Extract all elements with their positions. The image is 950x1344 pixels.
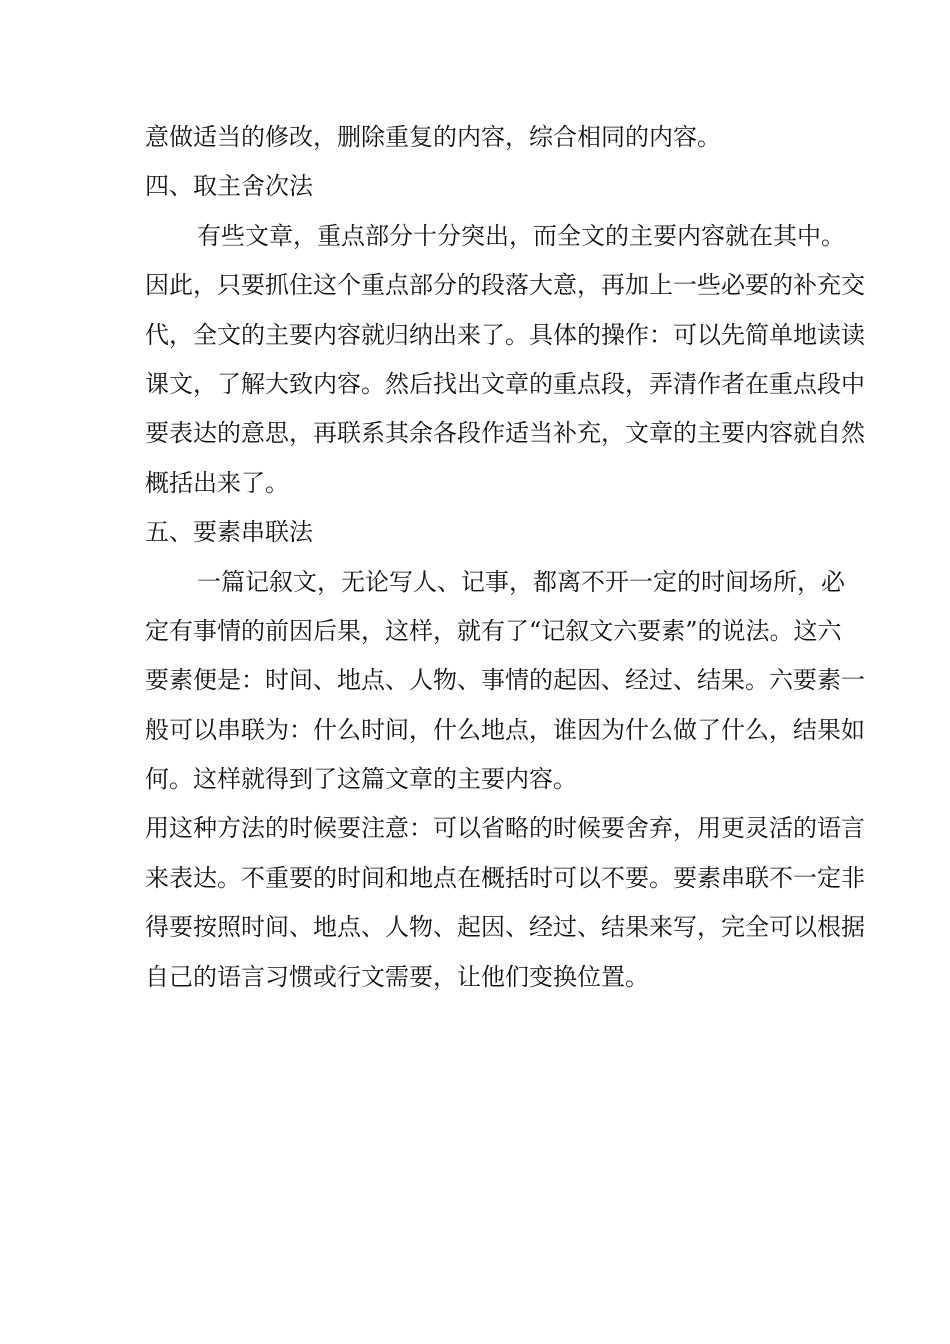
text-line: 要素便是：时间、地点、人物、事情的起因、经过、结果。六要素一 xyxy=(145,666,865,695)
text-line: 自己的语言习惯或行文需要，让他们变换位置。 xyxy=(145,962,649,991)
text-line: 何。这样就得到了这篇文章的主要内容。 xyxy=(145,765,577,794)
text-line: 用这种方法的时候要注意：可以省略的时候要舍弃，用更灵活的语言 xyxy=(145,814,865,843)
text-line: 要表达的意思，再联系其余各段作适当补充，文章的主要内容就自然 xyxy=(145,419,865,448)
text-line: 有些文章，重点部分十分突出，而全文的主要内容就在其中。 xyxy=(197,221,845,250)
text-line: 因此，只要抓住这个重点部分的段落大意，再加上一些必要的补充交 xyxy=(145,271,865,300)
section-heading-5: 五、要素串联法 xyxy=(145,518,313,547)
text-line: 代，全文的主要内容就归纳出来了。具体的操作：可以先简单地读读 xyxy=(145,320,865,349)
text-line: 来表达。不重要的时间和地点在概括时可以不要。要素串联不一定非 xyxy=(145,863,865,892)
section-heading-4: 四、取主舍次法 xyxy=(145,172,313,201)
text-line: 课文，了解大致内容。然后找出文章的重点段，弄清作者在重点段中 xyxy=(145,369,865,398)
text-line: 定有事情的前因后果，这样，就有了“记叙文六要素”的说法。这六 xyxy=(145,616,842,645)
text-line: 一篇记叙文，无论写人、记事，都离不开一定的时间场所，必 xyxy=(197,567,845,596)
text-line: 概括出来了。 xyxy=(145,468,289,497)
document-body xyxy=(145,113,865,1002)
text-line: 得要按照时间、地点、人物、起因、经过、结果来写，完全可以根据 xyxy=(145,913,865,942)
text-line: 意做适当的修改，删除重复的内容，综合相同的内容。 xyxy=(145,123,721,151)
text-line: 般可以串联为：什么时间，什么地点，谁因为什么做了什么，结果如 xyxy=(145,715,865,744)
